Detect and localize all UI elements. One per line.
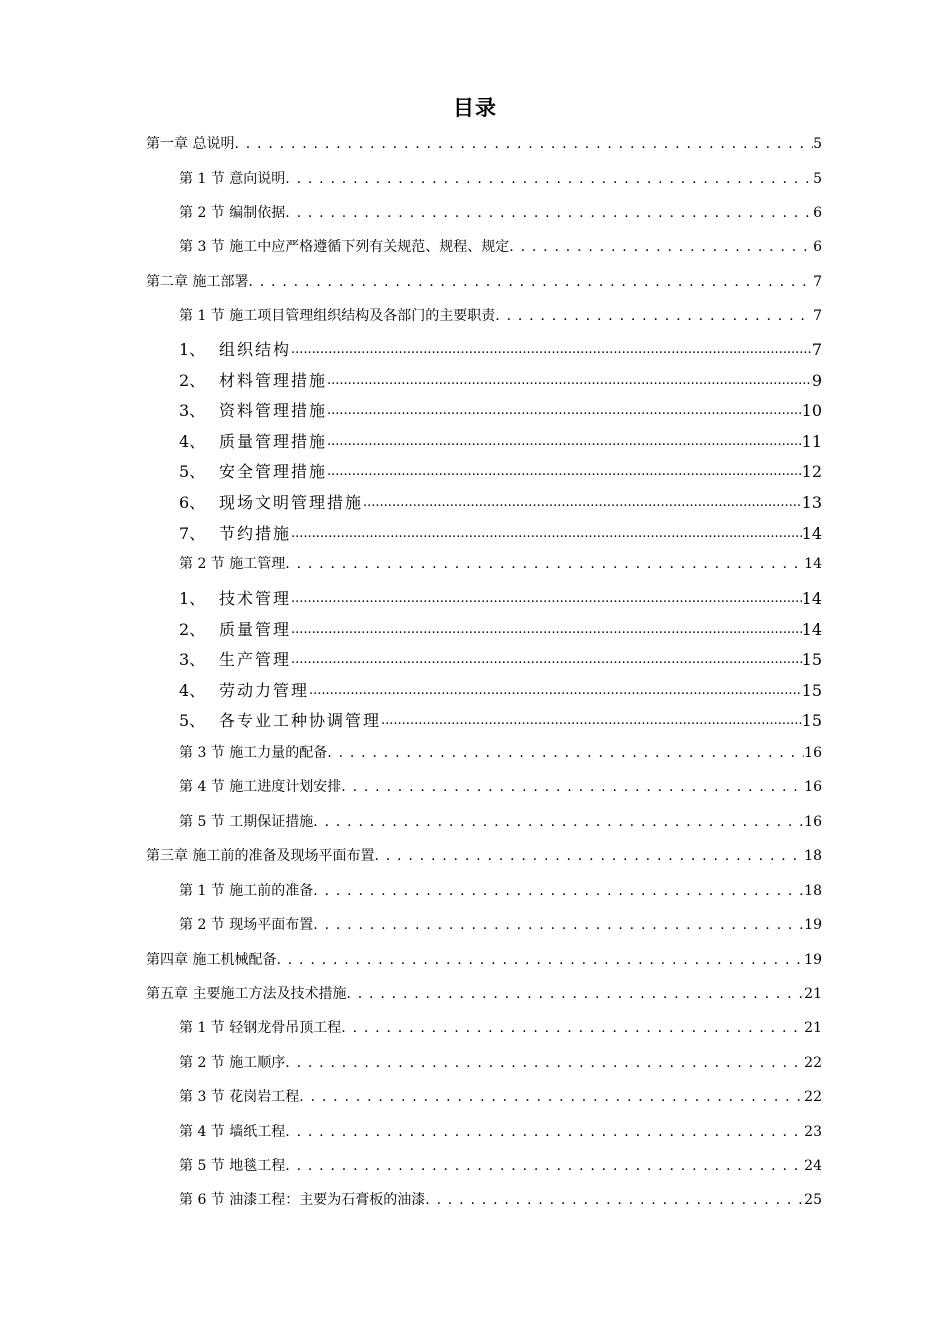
toc-page-number: 23 (804, 1124, 822, 1140)
toc-entry[interactable] (146, 948, 822, 972)
toc-entry[interactable] (179, 1188, 822, 1212)
toc-dot-leader (285, 1120, 804, 1144)
toc-dot-leader (425, 1188, 804, 1212)
toc-dot-leader (374, 844, 804, 868)
toc-entry[interactable] (179, 618, 822, 642)
toc-page-number: 5 (813, 136, 822, 152)
toc-page-number: 6 (813, 205, 822, 221)
toc-dot-leader (327, 430, 802, 454)
toc-page-number: 24 (804, 1158, 822, 1174)
toc-dot-leader (248, 270, 813, 294)
toc-entry[interactable] (179, 1120, 822, 1144)
toc-entry-label (179, 709, 381, 733)
toc-page-number: 18 (804, 848, 822, 864)
toc-entry[interactable] (179, 1085, 822, 1109)
toc-entry-label (179, 522, 291, 546)
toc-page-number: 11 (801, 432, 822, 451)
toc-dot-leader (291, 618, 802, 642)
toc-page-number: 15 (801, 681, 822, 700)
toc-page-number: 21 (804, 1020, 822, 1036)
toc-page-number: 12 (801, 462, 822, 481)
toc-dot-leader (327, 369, 812, 393)
toc-entry[interactable] (179, 775, 822, 799)
toc-dot-leader (346, 982, 804, 1006)
toc-entry[interactable] (179, 338, 822, 362)
toc-entry-text: 组织结构 (219, 340, 292, 359)
toc-page-number: 22 (804, 1089, 822, 1105)
toc-entry-label: 第 1 节 施工前的准备 (179, 883, 314, 899)
toc-title: 目录 (453, 96, 497, 120)
toc-entry-text: 生产管理 (219, 650, 292, 669)
toc-page-number: 14 (801, 589, 822, 608)
toc-dot-leader (285, 1154, 804, 1178)
toc-entry-text: 质量管理措施 (219, 432, 328, 451)
toc-dot-leader (285, 201, 813, 225)
toc-entry-label (179, 430, 327, 454)
toc-page-number: 6 (813, 239, 822, 255)
toc-entry-number: 3、 (179, 401, 206, 420)
toc-entry-text: 现场文明管理措施 (219, 493, 364, 512)
toc-entry-label: 第 5 节 工期保证措施 (179, 814, 314, 830)
toc-dot-leader (313, 913, 804, 937)
toc-dot-leader (291, 587, 802, 611)
toc-entry[interactable] (179, 1154, 822, 1178)
toc-entry[interactable] (146, 270, 822, 294)
toc-page-number: 15 (801, 711, 822, 730)
toc-entry-label: 第五章 主要施工方法及技术措施 (146, 986, 347, 1002)
toc-entry-label: 第 6 节 油漆工程：主要为石膏板的油漆 (179, 1192, 426, 1208)
toc-entry[interactable] (179, 709, 822, 733)
toc-entry-label: 第 3 节 施工力量的配备 (179, 745, 328, 761)
toc-entry[interactable] (179, 167, 822, 191)
toc-entry-number: 1、 (179, 589, 206, 608)
toc-dot-leader (327, 399, 802, 423)
toc-entry-label: 第 2 节 现场平面布置 (179, 917, 314, 933)
toc-entry[interactable] (179, 741, 822, 765)
toc-page-number: 7 (813, 308, 822, 324)
toc-entry-text: 材料管理措施 (219, 371, 328, 390)
toc-dot-leader (313, 810, 804, 834)
toc-page-number: 14 (804, 556, 822, 572)
toc-dot-leader (285, 1051, 804, 1075)
toc-entry-number: 4、 (179, 432, 206, 451)
toc-entry[interactable] (179, 587, 822, 611)
toc-entry-label: 第 1 节 轻钢龙骨吊顶工程 (179, 1020, 342, 1036)
toc-entry-label: 第 3 节 花岗岩工程 (179, 1089, 300, 1105)
toc-entry-label (179, 618, 291, 642)
toc-page-number: 16 (804, 814, 822, 830)
toc-entry[interactable] (179, 399, 822, 423)
toc-dot-leader (285, 167, 813, 191)
toc-dot-leader (291, 338, 812, 362)
toc-entry-label: 第 2 节 施工顺序 (179, 1055, 286, 1071)
toc-entry-label: 第二章 施工部署 (146, 274, 249, 290)
toc-dot-leader (291, 648, 802, 672)
toc-entry-label (179, 338, 291, 362)
toc-dot-leader (327, 741, 804, 765)
toc-entry[interactable] (179, 369, 822, 393)
toc-entry-label: 第 2 节 施工管理 (179, 556, 286, 572)
toc-page-number: 22 (804, 1055, 822, 1071)
toc-page-number: 14 (801, 524, 822, 543)
toc-entry-number: 2、 (179, 620, 206, 639)
toc-entry[interactable] (179, 491, 822, 515)
toc-page-number: 9 (811, 371, 822, 390)
toc-entry-number: 3、 (179, 650, 206, 669)
toc-entry[interactable] (146, 844, 822, 868)
toc-entry-text: 技术管理 (219, 589, 292, 608)
toc-entry-label: 第 4 节 施工进度计划安排 (179, 779, 342, 795)
toc-dot-leader (276, 948, 804, 972)
toc-entry-label: 第一章 总说明 (146, 136, 235, 152)
toc-entry[interactable] (179, 810, 822, 834)
toc-entry-number: 1、 (179, 340, 206, 359)
toc-entry-label (179, 587, 291, 611)
toc-entry-text: 劳动力管理 (219, 681, 310, 700)
toc-entry-number: 4、 (179, 681, 206, 700)
toc-entry-number: 5、 (179, 711, 206, 730)
toc-dot-leader (341, 1016, 804, 1040)
toc-entry-label (179, 460, 327, 484)
toc-entry-label (179, 648, 291, 672)
toc-entry-number: 2、 (179, 371, 206, 390)
toc-entry[interactable] (179, 460, 822, 484)
toc-entry-label: 第 5 节 地毯工程 (179, 1158, 286, 1174)
toc-entry[interactable] (179, 522, 822, 546)
toc-entry[interactable] (146, 982, 822, 1006)
toc-page-number: 5 (813, 171, 822, 187)
toc-entry-label (179, 491, 363, 515)
toc-dot-leader (363, 491, 802, 515)
toc-entry[interactable] (179, 304, 822, 328)
toc-page-number: 19 (804, 917, 822, 933)
toc-entry[interactable] (179, 1016, 822, 1040)
toc-entry-text: 质量管理 (219, 620, 292, 639)
toc-page-number: 10 (801, 401, 822, 420)
toc-page-number: 18 (804, 883, 822, 899)
toc-entry[interactable] (179, 913, 822, 937)
toc-entry-text: 资料管理措施 (219, 401, 328, 420)
toc-dot-leader (341, 775, 804, 799)
toc-dot-leader (299, 1085, 804, 1109)
toc-entry-text: 各专业工种协调管理 (219, 711, 382, 730)
toc-entry-text: 安全管理措施 (219, 462, 328, 481)
toc-entry-label: 第 2 节 编制依据 (179, 205, 286, 221)
toc-page-number: 19 (804, 952, 822, 968)
toc-page-number: 21 (804, 986, 822, 1002)
toc-dot-leader (234, 132, 813, 156)
toc-dot-leader (495, 304, 813, 328)
toc-page-number: 7 (813, 274, 822, 290)
toc-page-number: 25 (804, 1192, 822, 1208)
toc-entry[interactable] (179, 879, 822, 903)
toc-dot-leader (285, 552, 804, 576)
toc-entry[interactable] (146, 132, 822, 156)
toc-page-number: 16 (804, 779, 822, 795)
toc-entry[interactable] (179, 1051, 822, 1075)
toc-dot-leader (309, 679, 802, 703)
toc-entry-label (179, 399, 327, 423)
toc-dot-leader (327, 460, 802, 484)
toc-entry-label: 第四章 施工机械配备 (146, 952, 277, 968)
toc-entry-label (179, 369, 327, 393)
toc-entry-label: 第 3 节 施工中应严格遵循下列有关规范、规程、规定 (179, 239, 510, 255)
toc-entry-label: 第 1 节 施工项目管理组织结构及各部门的主要职责 (179, 308, 496, 324)
toc-entry[interactable] (179, 201, 822, 225)
toc-entry-label: 第三章 施工前的准备及现场平面布置 (146, 848, 375, 864)
toc-entry[interactable] (179, 430, 822, 454)
toc-entry[interactable] (179, 552, 822, 576)
toc-dot-leader (509, 235, 813, 259)
toc-page-number: 7 (811, 340, 822, 359)
toc-entry-number: 5、 (179, 462, 206, 481)
toc-entry-label: 第 1 节 意向说明 (179, 171, 286, 187)
toc-dot-leader (291, 522, 802, 546)
toc-entry[interactable] (179, 679, 822, 703)
toc-entry[interactable] (179, 235, 822, 259)
toc-page-number: 15 (801, 650, 822, 669)
toc-entry-label (179, 679, 309, 703)
toc-entry-number: 7、 (179, 524, 206, 543)
toc-page-number: 13 (801, 493, 822, 512)
toc-page-number: 16 (804, 745, 822, 761)
toc-entry-number: 6、 (179, 493, 206, 512)
toc-dot-leader (381, 709, 802, 733)
toc-entry[interactable] (179, 648, 822, 672)
toc-dot-leader (313, 879, 804, 903)
toc-page-number: 14 (801, 620, 822, 639)
toc-entry-text: 节约措施 (219, 524, 292, 543)
toc-entry-label: 第 4 节 墙纸工程 (179, 1124, 286, 1140)
